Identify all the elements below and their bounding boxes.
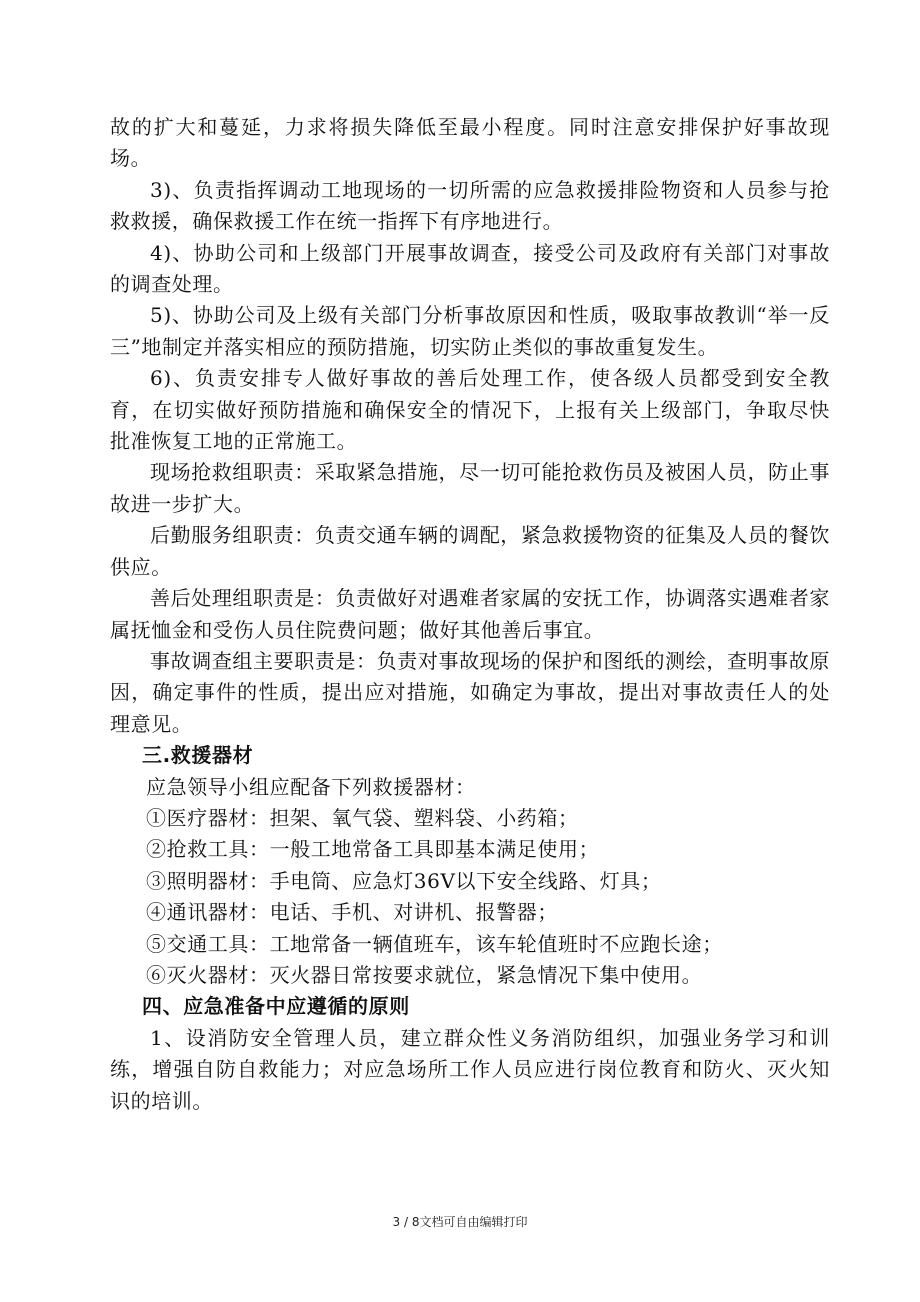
paragraph-logistics-team: 后勤服务组职责：负责交通车辆的调配，紧急救援物资的征集及人员的餐饮供应。 — [110, 523, 830, 579]
paragraph-principle-1: 1、设消防安全管理人员，建立群众性义务消防组织，加强业务学习和训练，增强自防自救能力；对应急场所工作人员应进行岗位教育和防火、灭火知识的培训。 — [110, 1025, 830, 1113]
equipment-intro: 应急领导小组应配备下列救援器材： — [146, 774, 476, 799]
paragraph-item-3: 3)、负责指挥调动工地现场的一切所需的应急救援排险物资和人员参与抢救救援，确保救援工作在统一指挥下有序地进行。 — [110, 177, 830, 234]
document-page — [110, 112, 830, 1117]
equipment-item: ⑤交通工具：工地常备一辆值班车，该车轮值班时不应跑长途； — [146, 931, 723, 956]
paragraph-continuation: 故的扩大和蔓延，力求将损失降低至最小程度。同时注意安排保护好事故现场。 — [110, 115, 830, 171]
paragraph-rescue-team: 现场抢救组职责：采取紧急措施，尽一切可能抢救伤员及被困人员，防止事故进一步扩大。 — [110, 460, 830, 516]
paragraph-item-5: 5)、协助公司及上级有关部门分析事故原因和性质，吸取事故教训“举一反三”地制定并落实相应的预防措施，切实防止类似的事故重复发生。 — [110, 303, 830, 359]
paragraph-item-4: 4)、协助公司和上级部门开展事故调查，接受公司及政府有关部门对事故的调查处理。 — [110, 240, 830, 297]
equipment-item: ①医疗器材：担架、氧气袋、塑料袋、小药箱； — [146, 805, 579, 830]
section-heading-principles: 四、应急准备中应遵循的原则 — [142, 994, 410, 1019]
page-footer: 3 / 8文档可自由编辑打印 — [392, 1215, 528, 1229]
section-heading-equipment: 三.救援器材 — [142, 743, 254, 768]
equipment-item: ③照明器材：手电筒、应急灯36V以下安全线路、灯具； — [146, 868, 662, 893]
equipment-item: ④通讯器材：电话、手机、对讲机、报警器； — [146, 900, 558, 925]
paragraph-investigation-team: 事故调查组主要职责是：负责对事故现场的保护和图纸的测绘，查明事故原因，确定事件的性质，提出应对措施，如确定为事故，提出对事故责任人的处理意见。 — [110, 648, 830, 736]
equipment-item: ⑥灭火器材：灭火器日常按要求就位，紧急情况下集中使用。 — [146, 962, 703, 987]
paragraph-item-6: 6)、负责安排专人做好事故的善后处理工作，使各级人员都受到安全教育，在切实做好预防措施和确保安全的情况下，上报有关上级部门，争取尽快批准恢复工地的正常施工。 — [110, 366, 830, 454]
equipment-item: ②抢救工具：一般工地常备工具即基本满足使用； — [146, 837, 600, 862]
paragraph-aftermath-team: 善后处理组职责是：负责做好对遇难者家属的安抚工作，协调落实遇难者家属抚恤金和受伤人员住院费问题；做好其他善后事宜。 — [110, 586, 830, 642]
